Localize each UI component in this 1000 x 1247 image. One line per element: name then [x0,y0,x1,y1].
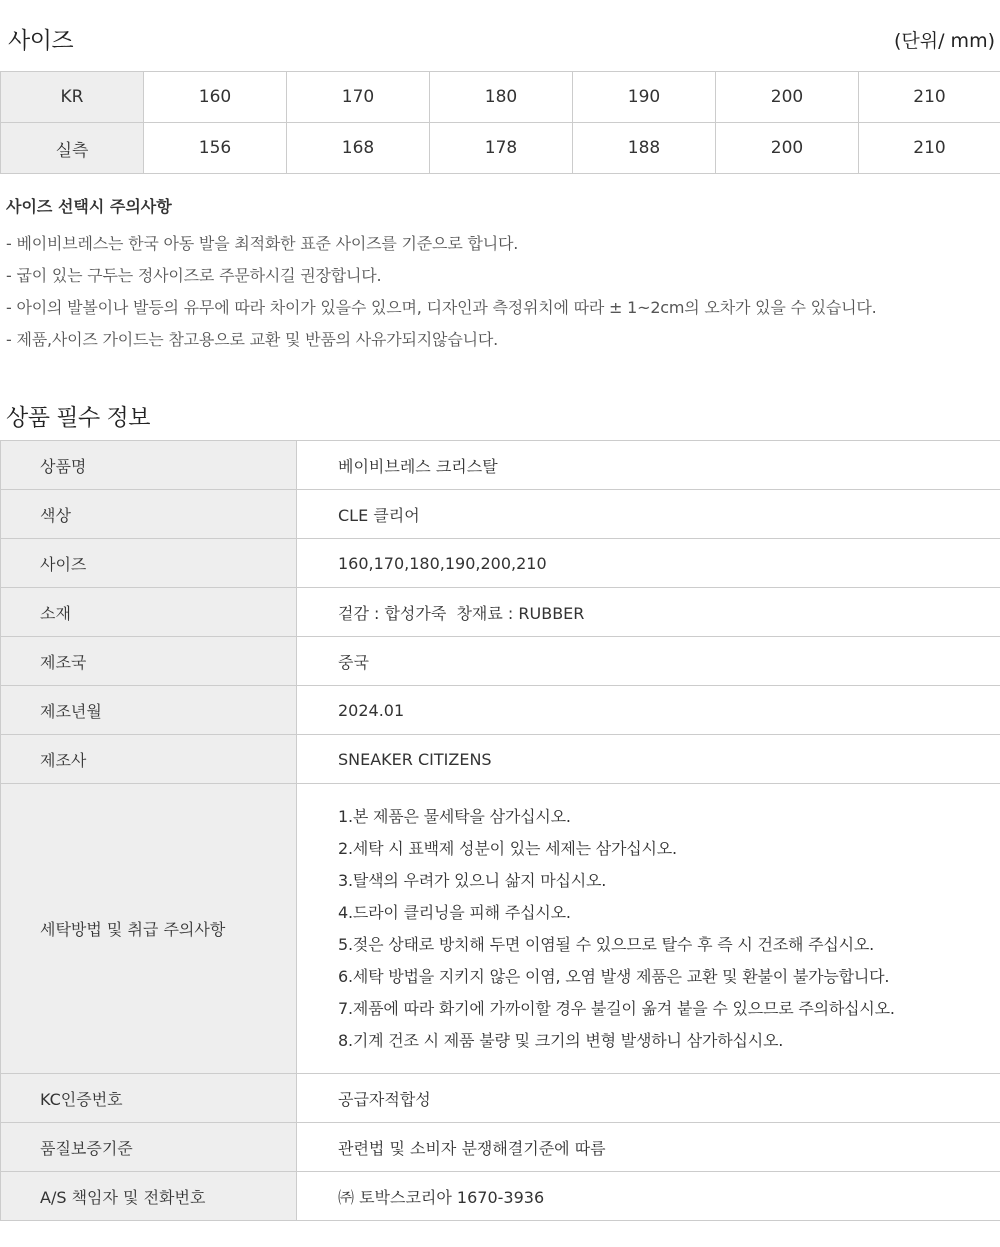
size-table [0,71,1000,174]
size-note-item: - 굽이 있는 구두는 정사이즈로 주문하시길 권장합니다. [6,266,382,285]
size-section-title: 사이즈 [8,28,74,54]
size-cell: 156 [144,123,287,174]
info-value: CLE 클리어 [297,490,1000,539]
size-note-item: - 베이비브레스는 한국 아동 발을 최적화한 표준 사이즈를 기준으로 합니다. [6,234,519,253]
size-cell: 160 [144,72,287,123]
care-row [1,784,1000,1074]
info-value: ㈜ 토박스코리아 1670-3936 [297,1172,1000,1221]
size-cell: 200 [716,72,859,123]
size-row-kr [1,72,1000,123]
info-row [1,1123,1000,1172]
info-label: A/S 책임자 및 전화번호 [1,1172,297,1221]
info-label: 품질보증기준 [1,1123,297,1172]
info-row [1,490,1000,539]
info-label: 제조사 [1,735,297,784]
info-label: 상품명 [1,441,297,490]
info-row [1,441,1000,490]
size-unit-label: (단위/ mm) [894,30,995,52]
info-value: 베이비브레스 크리스탈 [297,441,1000,490]
info-row [1,539,1000,588]
size-cell: 168 [287,123,430,174]
size-row-label: KR [1,72,144,123]
size-notes-title: 사이즈 선택시 주의사항 [6,197,172,216]
size-note-item: - 아이의 발볼이나 발등의 유무에 따라 차이가 있을수 있으며, 디자인과 측정위치에 따라 ± 1~2cm의 오차가 있을 수 있습니다. [6,298,877,317]
care-item: 6.세탁 방법을 지키지 않은 이염, 오염 발생 제품은 교환 및 환불이 불가능합니다. [338,966,890,986]
care-item: 8.기계 건조 시 제품 불량 및 크기의 변형 발생하니 삼가하십시오. [338,1030,784,1050]
size-cell: 210 [859,123,1000,174]
info-value: 겉감 : 합성가죽 창재료 : RUBBER [297,588,1000,637]
size-row-actual [1,123,1000,174]
info-section-title: 상품 필수 정보 [6,405,150,431]
size-header [0,22,1000,56]
size-cell: 170 [287,72,430,123]
size-cell: 180 [430,72,573,123]
size-cell: 190 [573,72,716,123]
info-label: 제조국 [1,637,297,686]
info-row [1,637,1000,686]
info-value: 공급자적합성 [297,1074,1000,1123]
info-label: 제조년월 [1,686,297,735]
size-row-label: 실측 [1,123,144,174]
care-item: 2.세탁 시 표백제 성분이 있는 세제는 삼가십시오. [338,838,677,858]
info-label: 사이즈 [1,539,297,588]
info-value: 중국 [297,637,1000,686]
info-value: 160,170,180,190,200,210 [297,539,1000,588]
info-row [1,1074,1000,1123]
info-label: KC인증번호 [1,1074,297,1123]
info-row [1,1172,1000,1221]
care-item: 7.제품에 따라 화기에 가까이할 경우 불길이 옮겨 붙을 수 있으므로 주의하십시오. [338,998,895,1018]
care-label: 세탁방법 및 취급 주의사항 [1,784,297,1074]
size-cell: 188 [573,123,716,174]
info-row [1,686,1000,735]
size-notes [6,196,996,356]
care-item: 5.젖은 상태로 방치해 두면 이염될 수 있으므로 탈수 후 즉 시 건조해 주십시오. [338,934,875,954]
info-row [1,588,1000,637]
care-item: 3.탈색의 우려가 있으니 삶지 마십시오. [338,870,607,890]
product-info-table [0,440,1000,1221]
info-label: 소재 [1,588,297,637]
size-cell: 200 [716,123,859,174]
care-item: 4.드라이 클리닝을 피해 주십시오. [338,902,571,922]
size-cell: 210 [859,72,1000,123]
info-row [1,735,1000,784]
care-instructions [297,784,1000,1074]
info-label: 색상 [1,490,297,539]
size-note-item: - 제품,사이즈 가이드는 참고용으로 교환 및 반품의 사유가되지않습니다. [6,330,498,349]
info-value: 관련법 및 소비자 분쟁해결기준에 따름 [297,1123,1000,1172]
care-item: 1.본 제품은 물세탁을 삼가십시오. [338,806,571,826]
info-value: 2024.01 [297,686,1000,735]
info-value: SNEAKER CITIZENS [297,735,1000,784]
size-cell: 178 [430,123,573,174]
